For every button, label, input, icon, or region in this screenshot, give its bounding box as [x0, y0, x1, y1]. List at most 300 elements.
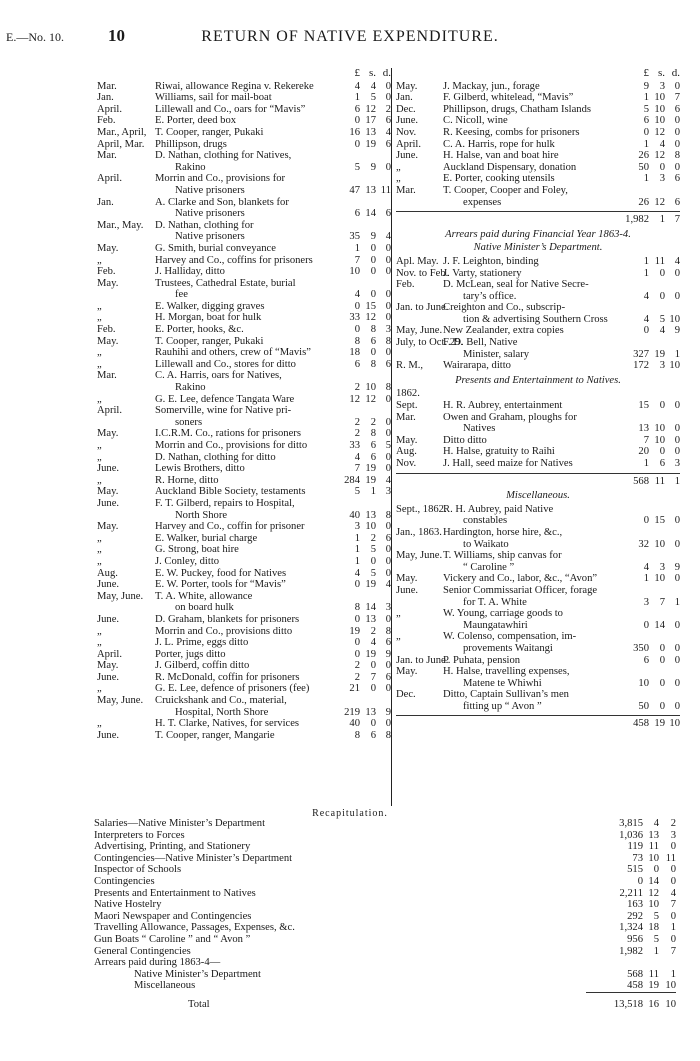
amount-shillings: 7 — [659, 596, 665, 608]
entry-amount — [623, 115, 680, 127]
entry-date: „ — [97, 474, 102, 486]
entry-date: Jan. — [97, 92, 114, 104]
entry-date: Jan. to June. — [396, 302, 449, 314]
amount-pence: 0 — [674, 290, 680, 302]
entry-amount — [333, 162, 391, 174]
expense-row — [396, 104, 680, 116]
entry-amount — [333, 614, 391, 626]
entry-description: on board hulk — [175, 602, 234, 614]
amount-shillings: 13 — [365, 126, 376, 138]
expense-row — [97, 243, 391, 255]
entry-amount — [623, 197, 680, 209]
entry-date: May. — [97, 335, 119, 347]
recap-dd: 7 — [670, 945, 676, 957]
recap-label: Presents and Entertainment to Natives — [94, 887, 256, 899]
entry-amount — [333, 81, 391, 93]
expense-row — [97, 92, 391, 104]
entry-date: July, to Oct. 29. — [396, 337, 463, 349]
recap-p: 458 — [627, 980, 643, 992]
presents-row — [396, 435, 680, 447]
entry-description: P. Puhata, pension — [443, 654, 521, 666]
amount-pence: 6 — [385, 637, 391, 649]
amount-shillings: 5 — [659, 313, 665, 325]
entry-description: C. Nicoll, wine — [443, 115, 508, 127]
entry-description: provements Waitangi — [463, 642, 553, 654]
entry-description: tion & advertising Southern Cross — [463, 313, 608, 325]
amount-shillings: 14 — [654, 619, 665, 631]
amount-pounds: 21 — [349, 683, 360, 695]
amount-pounds: 8 — [354, 602, 360, 614]
total-s: 1 — [659, 214, 665, 226]
amount-shillings: 19 — [365, 463, 376, 475]
entry-date: Mar. — [97, 150, 117, 162]
amount-shillings: 0 — [659, 677, 665, 689]
amount-shillings: 13 — [365, 613, 376, 625]
recap-row — [94, 876, 676, 888]
amount-shillings: 19 — [365, 474, 376, 486]
amount-pounds: 6 — [643, 654, 649, 666]
amount-pence: 0 — [385, 80, 391, 92]
amount-shillings: 7 — [370, 671, 376, 683]
entry-amount — [623, 325, 680, 337]
expense-row — [97, 707, 391, 719]
amount-pence: 0 — [674, 161, 680, 173]
recap-dd: 7 — [670, 899, 676, 911]
arrears-row — [396, 291, 680, 303]
expense-row — [396, 150, 680, 162]
amount-shillings: 14 — [365, 602, 376, 614]
amount-pounds: 26 — [638, 150, 649, 162]
subtotal-miscellaneous — [396, 715, 680, 730]
entry-date: „ — [97, 312, 102, 324]
entry-description: Rakino — [175, 161, 206, 173]
expense-row — [97, 382, 391, 394]
amount-pence: 6 — [385, 532, 391, 544]
entry-description: R. H. Aubrey, paid Native — [443, 503, 554, 515]
entry-date: „ — [97, 347, 102, 359]
entry-date: Jan. — [396, 92, 413, 104]
amount-pence: 4 — [385, 579, 391, 591]
expense-row — [97, 394, 391, 406]
recapitulation-table — [94, 818, 676, 1011]
recap-s: 19 — [648, 980, 659, 992]
amount-shillings: 0 — [659, 267, 665, 279]
entry-description: Vickery and Co., labor, &c., “Avon” — [443, 573, 598, 585]
entry-date: „ — [97, 358, 102, 370]
amount-pounds: 4 — [643, 561, 649, 573]
amount-pounds: 0 — [643, 325, 649, 337]
amount-shillings: 10 — [365, 382, 376, 394]
amount-shillings: 6 — [370, 335, 376, 347]
entry-date: June. — [97, 671, 120, 683]
recap-p: 1,324 — [619, 922, 643, 934]
amount-pounds: 1 — [643, 173, 649, 185]
entry-description: R. Horne, ditto — [155, 474, 219, 486]
amount-pence: 8 — [385, 729, 391, 741]
arrears-row — [396, 325, 680, 337]
amount-pounds: 327 — [633, 348, 649, 360]
entry-description: J. Halliday, ditto — [155, 266, 225, 278]
entry-amount — [623, 435, 680, 447]
amount-pounds: 7 — [643, 434, 649, 446]
entry-amount — [333, 649, 391, 661]
entry-description: soners — [175, 416, 203, 428]
entry-date: May. — [396, 666, 418, 678]
amount-shillings: 12 — [365, 103, 376, 115]
amount-pounds: 4 — [643, 290, 649, 302]
recap-row — [94, 888, 676, 900]
entry-description: Owen and Graham, ploughs for — [443, 411, 577, 423]
entry-description: G. E. Lee, defence Tangata Ware — [155, 393, 295, 405]
entry-date: May, June. — [396, 325, 443, 337]
expense-row — [396, 173, 680, 185]
amount-pounds: 13 — [638, 423, 649, 435]
amount-pounds: 2 — [354, 428, 360, 440]
entry-description: Matene te Whiwhi — [463, 677, 542, 689]
expense-row — [97, 266, 391, 278]
entry-description: T. Cooper, Cooper and Foley, — [443, 184, 568, 196]
amount-pence: 0 — [385, 567, 391, 579]
recap-dd: 0 — [670, 841, 676, 853]
amount-pence: 11 — [380, 184, 391, 196]
entry-description: D. Nathan, clothing for — [155, 219, 254, 231]
misc-row — [396, 597, 680, 609]
entry-description: expenses — [463, 196, 502, 208]
entry-date: April. — [97, 173, 123, 185]
entry-description: Hardington, horse hire, &c., — [443, 526, 563, 538]
amount-shillings: 0 — [370, 254, 376, 266]
expense-row — [97, 475, 391, 487]
entry-amount — [623, 268, 680, 280]
expense-row — [97, 440, 391, 452]
entry-description: Native prisoners — [175, 231, 245, 243]
amount-pounds: 1 — [354, 544, 360, 556]
recap-s: 10 — [648, 852, 659, 864]
expense-row — [97, 370, 391, 382]
recapitulation-entries — [94, 818, 676, 992]
expense-row — [97, 498, 391, 510]
expense-row — [396, 115, 680, 127]
entry-date: May. — [97, 277, 119, 289]
amount-shillings: 0 — [370, 242, 376, 254]
amount-pence: 0 — [674, 573, 680, 585]
arrears-row — [396, 302, 680, 314]
amount-pounds: 0 — [643, 619, 649, 631]
amount-shillings: 13 — [365, 509, 376, 521]
entry-amount — [333, 637, 391, 649]
amount-pence: 4 — [674, 255, 680, 267]
entry-description: Rauhihi and others, crew of “Mavis” — [155, 347, 311, 359]
amount-pence: 0 — [385, 266, 391, 278]
amount-pounds: 1 — [643, 138, 649, 150]
total-label: Total — [188, 998, 210, 1010]
amount-shillings: 0 — [659, 700, 665, 712]
expense-row — [97, 626, 391, 638]
amount-shillings: 6 — [370, 729, 376, 741]
amount-pounds: 0 — [354, 648, 360, 660]
recap-row — [94, 957, 676, 969]
entry-amount — [333, 104, 391, 116]
entry-description: J. Gilberd, coffin ditto — [155, 660, 250, 672]
amount-pence: 0 — [385, 683, 391, 695]
expense-row — [97, 197, 391, 209]
expense-row — [97, 649, 391, 661]
entry-amount — [333, 394, 391, 406]
amount-shillings: 0 — [370, 683, 376, 695]
amount-shillings: 2 — [370, 625, 376, 637]
entry-description: J. Varty, stationery — [443, 267, 522, 279]
amount-pence: 0 — [385, 347, 391, 359]
page-header — [6, 28, 694, 52]
entry-date: Mar. — [396, 411, 416, 423]
expense-row — [97, 660, 391, 672]
entry-amount — [623, 539, 680, 551]
entry-description: Phillipson, drugs — [155, 138, 227, 150]
recap-dd: 3 — [670, 829, 676, 841]
entry-amount — [623, 314, 680, 326]
amount-shillings: 17 — [365, 115, 376, 127]
amount-pence: 0 — [674, 538, 680, 550]
entry-date: May. — [97, 428, 119, 440]
expense-row — [97, 150, 391, 162]
amount-shillings: 12 — [365, 312, 376, 324]
recap-s: 4 — [653, 818, 659, 829]
misc-row — [396, 539, 680, 551]
amount-pence: 0 — [674, 267, 680, 279]
amount-pounds: 47 — [349, 184, 360, 196]
entry-date: „ — [97, 532, 102, 544]
entry-description: T. Williams, ship canvas for — [443, 550, 562, 562]
amount-shillings: 0 — [659, 161, 665, 173]
expense-row — [97, 672, 391, 684]
amount-pounds: 1 — [643, 458, 649, 469]
misc-row — [396, 573, 680, 585]
entry-amount — [333, 440, 391, 452]
amount-pence: 0 — [385, 92, 391, 104]
amount-pence: 4 — [385, 231, 391, 243]
entry-description: Lewis Brothers, ditto — [155, 463, 245, 475]
amount-pence: 3 — [385, 324, 391, 336]
arrears-row — [396, 337, 680, 349]
entry-date: April. — [97, 103, 123, 115]
amount-pounds: 350 — [633, 642, 649, 654]
entry-amount — [333, 417, 391, 429]
recap-s: 18 — [648, 922, 659, 934]
recap-p: 1,982 — [619, 945, 643, 957]
entry-date: „ — [396, 631, 401, 643]
entry-date: May. — [396, 80, 418, 92]
amount-pence: 6 — [385, 671, 391, 683]
amount-pence: 6 — [385, 208, 391, 220]
amount-pounds: 20 — [638, 446, 649, 458]
amount-pounds: 5 — [354, 486, 360, 498]
amount-pence: 1 — [674, 348, 680, 360]
entry-description: E. W. Puckey, food for Natives — [155, 567, 287, 579]
total-s: 11 — [654, 475, 665, 487]
amount-pounds: 0 — [643, 126, 649, 138]
expense-row — [97, 568, 391, 580]
amount-pence: 0 — [385, 521, 391, 533]
entry-amount — [333, 115, 391, 127]
amount-pence: 0 — [674, 700, 680, 712]
entry-date: Dec. — [396, 689, 416, 701]
entry-amount — [623, 655, 680, 667]
entry-description: W. Colenso, compensation, im- — [443, 631, 577, 643]
recap-s: 11 — [648, 841, 659, 853]
amount-pence: 0 — [385, 416, 391, 428]
recap-s: 5 — [653, 910, 659, 922]
recap-row — [94, 946, 676, 958]
amount-pence: 0 — [674, 80, 680, 92]
amount-pence: 0 — [674, 434, 680, 446]
recap-dd: 0 — [670, 875, 676, 887]
amount-pence: 0 — [674, 400, 680, 412]
entry-amount — [333, 266, 391, 278]
expense-row — [97, 405, 391, 417]
recap-dd: 4 — [670, 887, 676, 899]
expense-row — [97, 730, 391, 742]
recap-amount — [601, 980, 676, 992]
amount-shillings: 0 — [370, 660, 376, 672]
amount-shillings: 8 — [370, 358, 376, 370]
entry-amount — [333, 510, 391, 522]
entry-description: G. Strong, boat hire — [155, 544, 239, 556]
entry-description: W. Young, carriage goods to — [443, 608, 563, 620]
entry-date: Mar., May. — [97, 219, 144, 231]
entry-amount — [623, 515, 680, 527]
expense-row — [97, 359, 391, 371]
misc-row — [396, 643, 680, 655]
entry-description: D. McLean, seal for Native Secre- — [443, 279, 589, 291]
entry-date: Apl. May. — [396, 255, 439, 267]
entry-description: D. Graham, blankets for prisoners — [155, 613, 300, 625]
entry-amount — [333, 359, 391, 371]
expense-row — [97, 255, 391, 267]
entry-amount — [333, 382, 391, 394]
recap-row — [94, 853, 676, 865]
amount-shillings: 13 — [365, 706, 376, 718]
amount-pence: 8 — [385, 509, 391, 521]
recap-p: 73 — [632, 852, 643, 864]
entry-description: tary’s office. — [463, 290, 517, 302]
amount-pounds: 40 — [349, 509, 360, 521]
expense-row — [97, 544, 391, 556]
misc-row — [396, 678, 680, 690]
amount-shillings: 10 — [654, 573, 665, 585]
amount-pence: 0 — [385, 555, 391, 567]
presents-row — [396, 412, 680, 424]
entry-description: Auckland Dispensary, donation — [443, 161, 577, 173]
arrears-heading: Arrears paid during Financial Year 1863-4. — [445, 228, 631, 240]
amount-pence: 6 — [385, 115, 391, 127]
entry-description: Native prisoners — [175, 208, 245, 220]
amount-shillings: 19 — [365, 648, 376, 660]
misc-row — [396, 608, 680, 620]
entry-date: „ — [97, 544, 102, 556]
entry-description: for T. A. White — [463, 596, 527, 608]
expense-row — [97, 591, 391, 603]
amount-shillings: 12 — [654, 150, 665, 162]
entry-description: E. Porter, cooking utensils — [443, 173, 555, 185]
recap-s: 13 — [648, 829, 659, 841]
amount-shillings: 3 — [659, 360, 665, 372]
entry-date: Mar., April, — [97, 126, 147, 138]
recap-dd: 0 — [670, 864, 676, 876]
recap-label: Contingencies — [94, 875, 155, 887]
recap-label: Gun Boats “ Caroline ” and “ Avon ” — [94, 933, 251, 945]
amount-shillings: 13 — [365, 184, 376, 196]
amount-shillings: 0 — [659, 446, 665, 458]
entry-date: „ — [396, 608, 401, 620]
expense-row — [97, 139, 391, 151]
recap-amount — [601, 946, 676, 958]
arrears-row — [396, 256, 680, 268]
expense-row — [97, 510, 391, 522]
recap-label: Interpreters to Forces — [94, 829, 185, 841]
amount-pence: 0 — [385, 544, 391, 556]
misc-heading: Miscellaneous. — [506, 490, 570, 502]
recap-row — [94, 899, 676, 911]
amount-pounds: 5 — [354, 161, 360, 173]
document-reference: E.—No. 10. — [6, 30, 64, 44]
page-number: 10 — [108, 26, 125, 45]
amount-shillings: 10 — [654, 92, 665, 104]
amount-pence: 0 — [385, 312, 391, 324]
amount-pence: 9 — [674, 325, 680, 337]
total-s: 19 — [654, 718, 665, 730]
amount-pence: 0 — [674, 126, 680, 138]
total-dd: 1 — [674, 475, 680, 487]
recap-p: 3,815 — [619, 818, 643, 829]
entry-amount — [623, 127, 680, 139]
entry-description: T. Cooper, ranger, Mangarie — [155, 729, 275, 741]
amount-pounds: 3 — [354, 521, 360, 533]
entry-description: Lillewall and Co., oars for “Mavis” — [155, 103, 306, 115]
entry-date: May. — [97, 521, 119, 533]
entry-description: Harvey and Co., coffin for prisoner — [155, 521, 305, 533]
amount-shillings: 14 — [365, 208, 376, 220]
expense-row — [97, 486, 391, 498]
entry-description: Natives — [463, 423, 496, 435]
entry-date: Nov. to Feb. — [396, 267, 449, 279]
entry-description: Trustees, Cathedral Estate, burial — [155, 277, 296, 289]
expense-row — [97, 185, 391, 197]
entry-amount — [623, 573, 680, 585]
entry-description: H. Halse, gratuity to Raihi — [443, 446, 555, 458]
total-rule — [586, 992, 676, 993]
entry-amount — [623, 81, 680, 93]
entry-date: „ — [97, 393, 102, 405]
amount-shillings: 3 — [659, 173, 665, 185]
entry-date: April. — [396, 138, 422, 150]
amount-shillings: 0 — [370, 347, 376, 359]
amount-pence: 0 — [674, 115, 680, 127]
entry-description: J. F. Leighton, binding — [443, 255, 539, 267]
entry-description: Creighton and Co., subscrip- — [443, 302, 566, 314]
misc-entries — [396, 504, 680, 713]
entry-amount — [333, 556, 391, 568]
amount-pence: 3 — [385, 602, 391, 614]
amount-pounds: 0 — [354, 579, 360, 591]
entry-amount — [333, 336, 391, 348]
amount-pounds: 33 — [349, 440, 360, 451]
total-amount — [623, 476, 680, 488]
amount-pounds: 12 — [349, 393, 360, 405]
entry-amount — [333, 127, 391, 139]
entry-amount — [333, 185, 391, 197]
entry-date: „ — [396, 173, 401, 185]
entry-description: Lillewall and Co., stores for ditto — [155, 358, 296, 370]
